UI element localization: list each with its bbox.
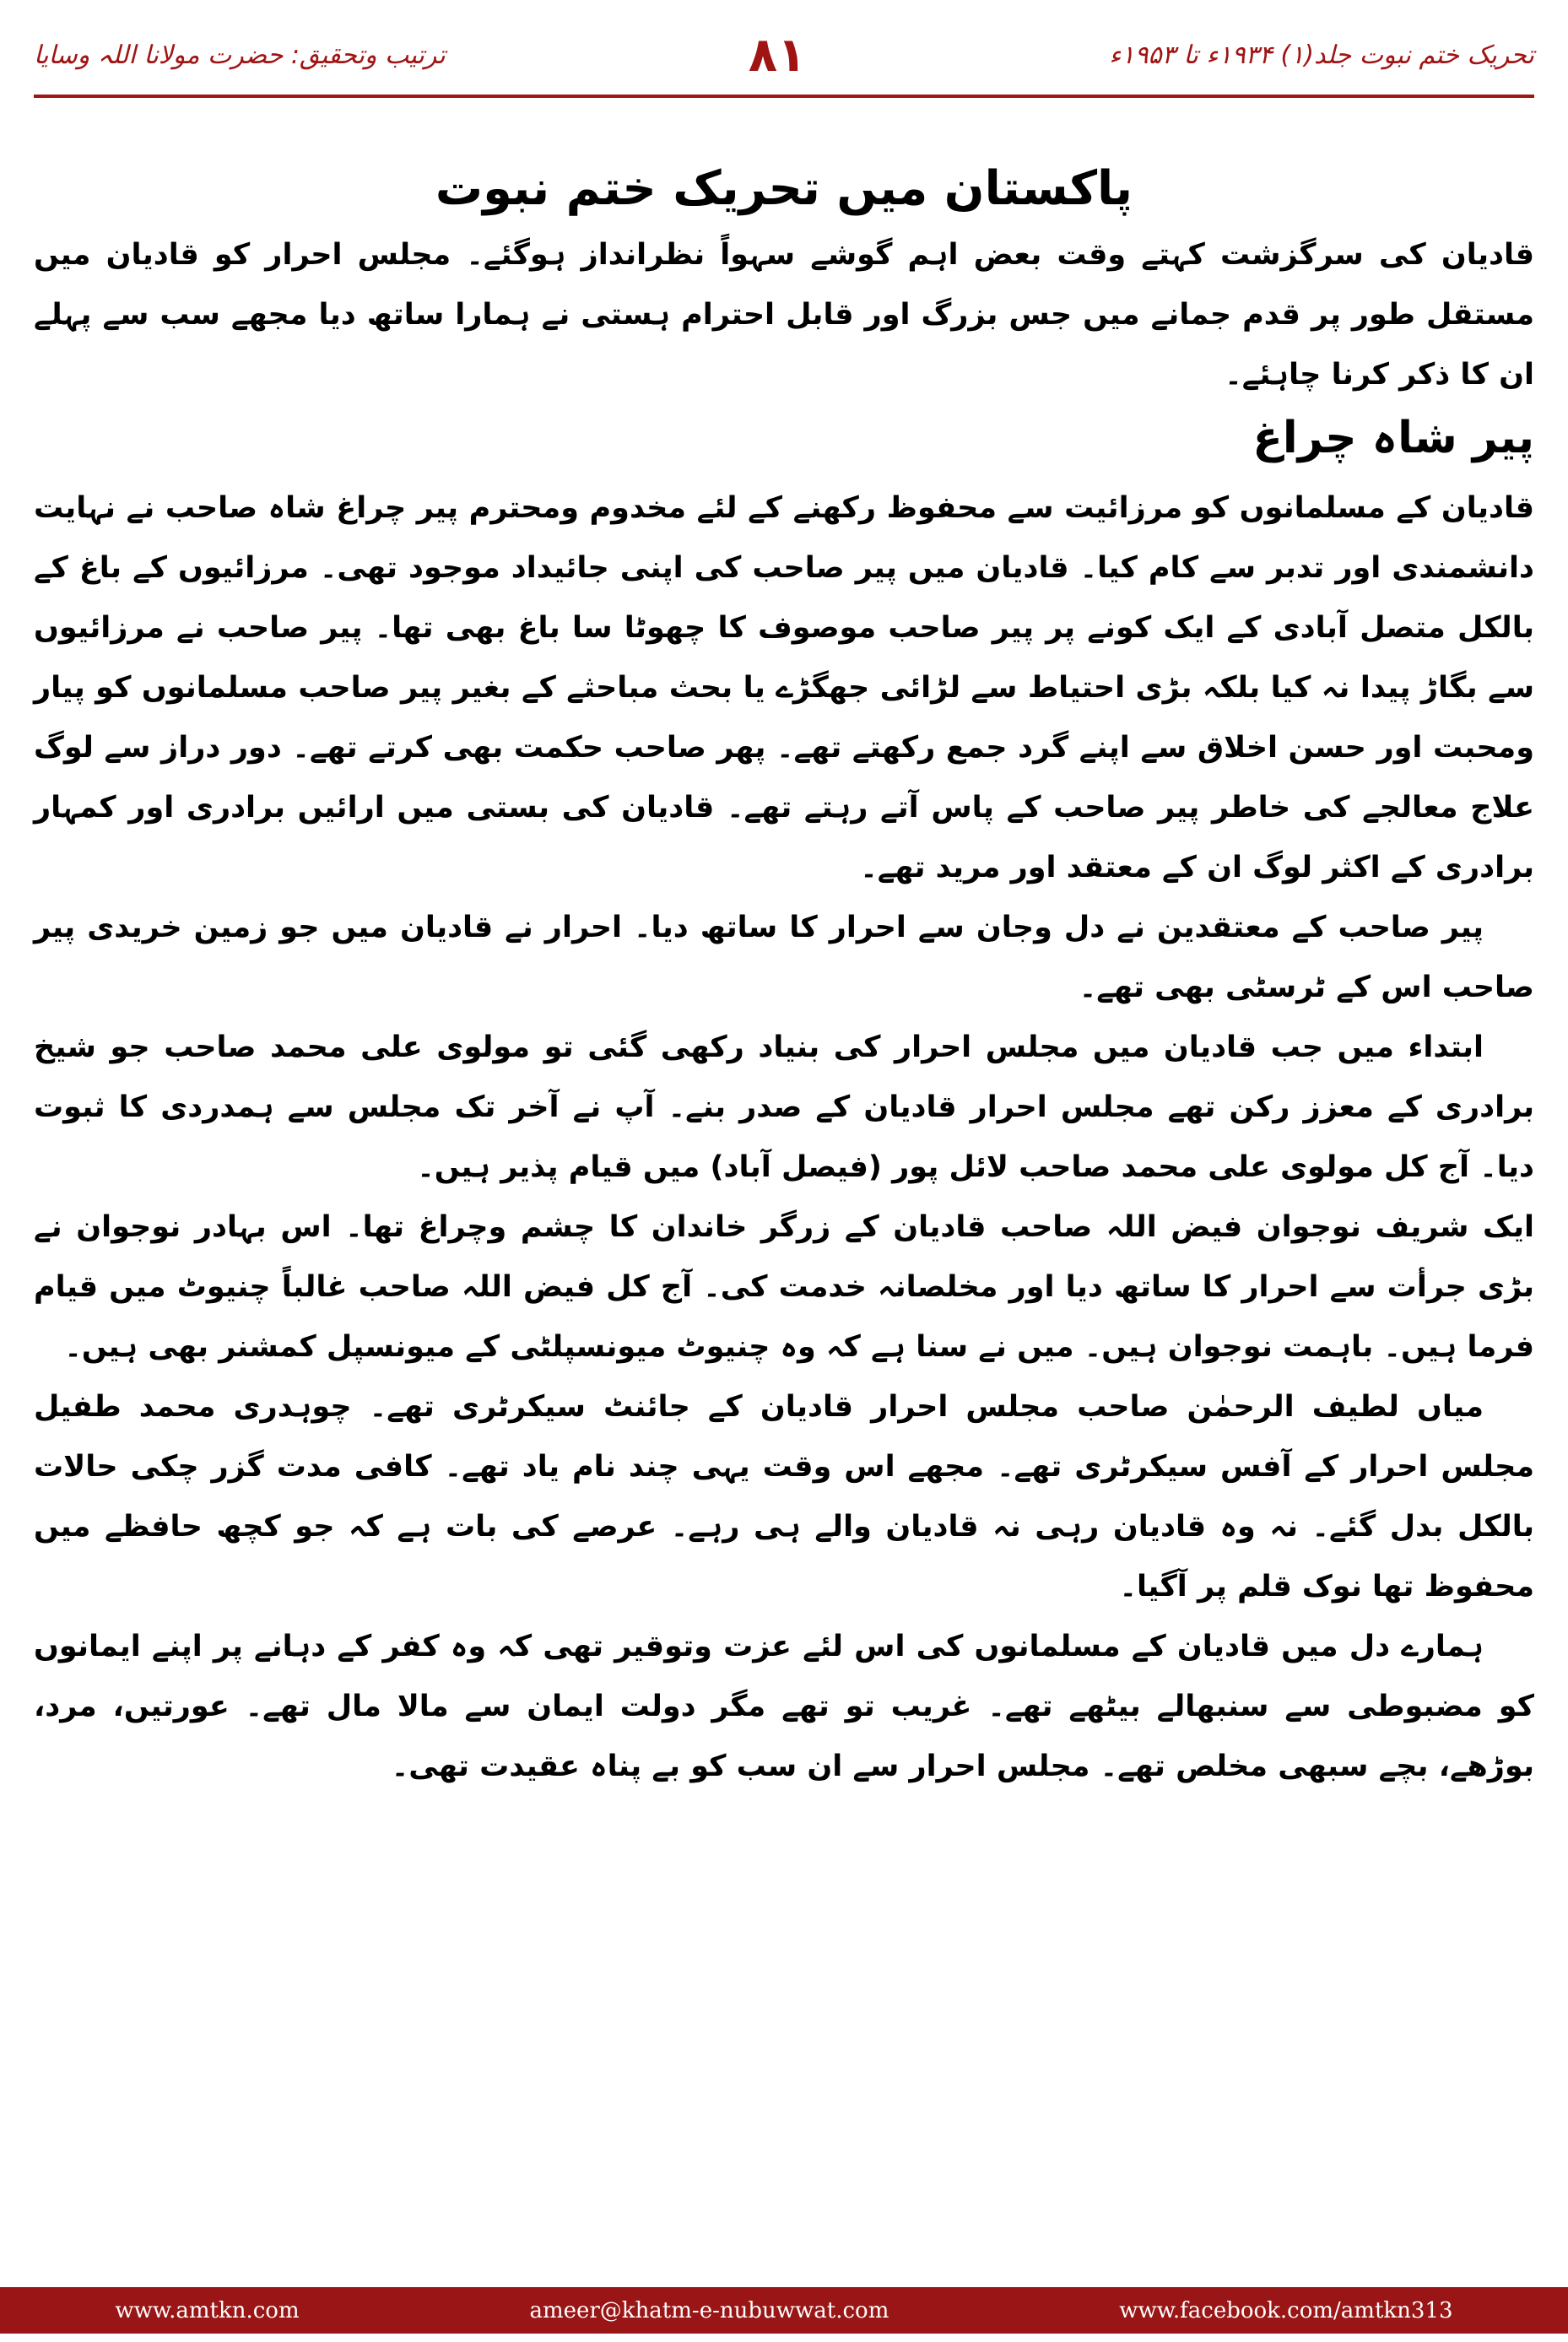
page-body [34, 160, 1534, 1797]
section-heading: پیر شاہ چراغ [1252, 413, 1534, 464]
intro-paragraph: قادیان کی سرگزشت کہتے وقت بعض اہم گوشے سہواً نظرانداز ہوگئے۔ مجلس احرار کو قادیان میں مستقل طور پر قدم جمانے میں جس بزرگ اور قابل احترام ہستی نے ہمارا ساتھ دیا مجھے سب سے پہلے ان کا ذکر کرنا چاہئے۔ [34, 238, 1534, 392]
page-header [34, 25, 1534, 84]
paragraph: ابتداء میں جب قادیان میں مجلس احرار کی بنیاد رکھی گئی تو مولوی علی محمد صاحب جو شیخ برادری کے معزز رکن تھے مجلس احرار قادیان کے صدر بنے۔ آپ نے آخر تک مجلس سے ہمدردی کا ثبوت دیا۔ آج کل مولوی علی محمد صاحب لائل پور (فیصل آباد) میں قیام پذیر ہیں۔ [34, 1030, 1534, 1184]
paragraph: ہمارے دل میں قادیان کے مسلمانوں کی اس لئے عزت وتوقیر تھی کہ وہ کفر کے دہانے پر اپنے ایمانوں کو مضبوطی سے سنبھالے بیٹھے تھے۔ غریب تو تھے مگر دولت ایمان سے مالا مال تھے۔ عورتیں، مرد، بوڑھے، بچے سبھی مخلص تھے۔ مجلس احرار سے ان سب کو بے پناہ عقیدت تھی۔ [34, 1629, 1534, 1783]
chapter-title: پاکستان میں تحریک ختم نبوت [435, 161, 1133, 216]
page-footer [0, 2287, 1568, 2334]
website-link[interactable]: www.amtkn.com [115, 2297, 300, 2323]
facebook-link[interactable]: www.facebook.com/amtkn313 [1119, 2297, 1453, 2323]
header-divider [34, 95, 1534, 98]
page-number: ۸۱ [748, 27, 807, 83]
paragraph: پیر صاحب کے معتقدین نے دل وجان سے احرار کا ساتھ دیا۔ احرار نے قادیان میں جو زمین خریدی پیر صاحب اس کے ٹرسٹی بھی تھے۔ [34, 910, 1534, 1004]
paragraph: میاں لطیف الرحمٰن صاحب مجلس احرار قادیان کے جائنٹ سیکرٹری تھے۔ چوہدری محمد طفیل مجلس احرار کے آفس سیکرٹری تھے۔ مجھے اس وقت یہی چند نام یاد تھے۔ کافی مدت گزر چکی حالات بالکل بدل گئے۔ نہ وہ قادیان رہی نہ قادیان والے ہی رہے۔ عرصے کی بات ہے کہ جو کچھ حافظے میں محفوظ تھا نوک قلم پر آگیا۔ [34, 1389, 1534, 1604]
paragraph: ایک شریف نوجوان فیض اللہ صاحب قادیان کے زرگر خاندان کا چشم وچراغ تھا۔ اس بہادر نوجوان نے بڑی جرأت سے احرار کا ساتھ دیا اور مخلصانہ خدمت کی۔ آج کل فیض اللہ صاحب غالباً چنیوٹ میں قیام فرما ہیں۔ باہمت نوجوان ہیں۔ میں نے سنا ہے کہ وہ چنیوٹ میونسپلٹی کے میونسپل کمشنر بھی ہیں۔ [34, 1209, 1534, 1364]
paragraph: قادیان کے مسلمانوں کو مرزائیت سے محفوظ رکھنے کے لئے مخدوم ومحترم پیر چراغ شاہ صاحب نے نہایت دانشمندی اور تدبر سے کام کیا۔ قادیان میں پیر صاحب کی اپنی جائیداد موجود تھی۔ مرزائیوں کے باغ کے بالکل متصل آبادی کے ایک کونے پر پیر صاحب موصوف کا چھوٹا سا باغ بھی تھا۔ پیر صاحب نے مرزائیوں سے بگاڑ پیدا نہ کیا بلکہ بڑی احتیاط سے لڑائی جھگڑے یا بحث مباحثے کے بغیر پیر صاحب مسلمانوں کو پیار ومحبت اور حسن اخلاق سے اپنے گرد جمع رکھتے تھے۔ پھر صاحب حکمت بھی کرتے تھے۔ دور دراز سے لوگ علاج معالجے کی خاطر پیر صاحب کے پاس آتے رہتے تھے۔ قادیان کی بستی میں ارائیں برادری اور کمہار برادری کے اکثر لوگ ان کے معتقد اور مرید تھے۔ [34, 490, 1534, 884]
book-title: تحریک ختم نبوت جلد(۱) ۱۹۳۴ء تا ۱۹۵۳ء [1109, 40, 1534, 70]
compiler-credit: ترتیب وتحقیق: حضرت مولانا اللہ وسایا [34, 40, 446, 70]
email-link[interactable]: ameer@khatm-e-nubuwwat.com [529, 2297, 889, 2323]
